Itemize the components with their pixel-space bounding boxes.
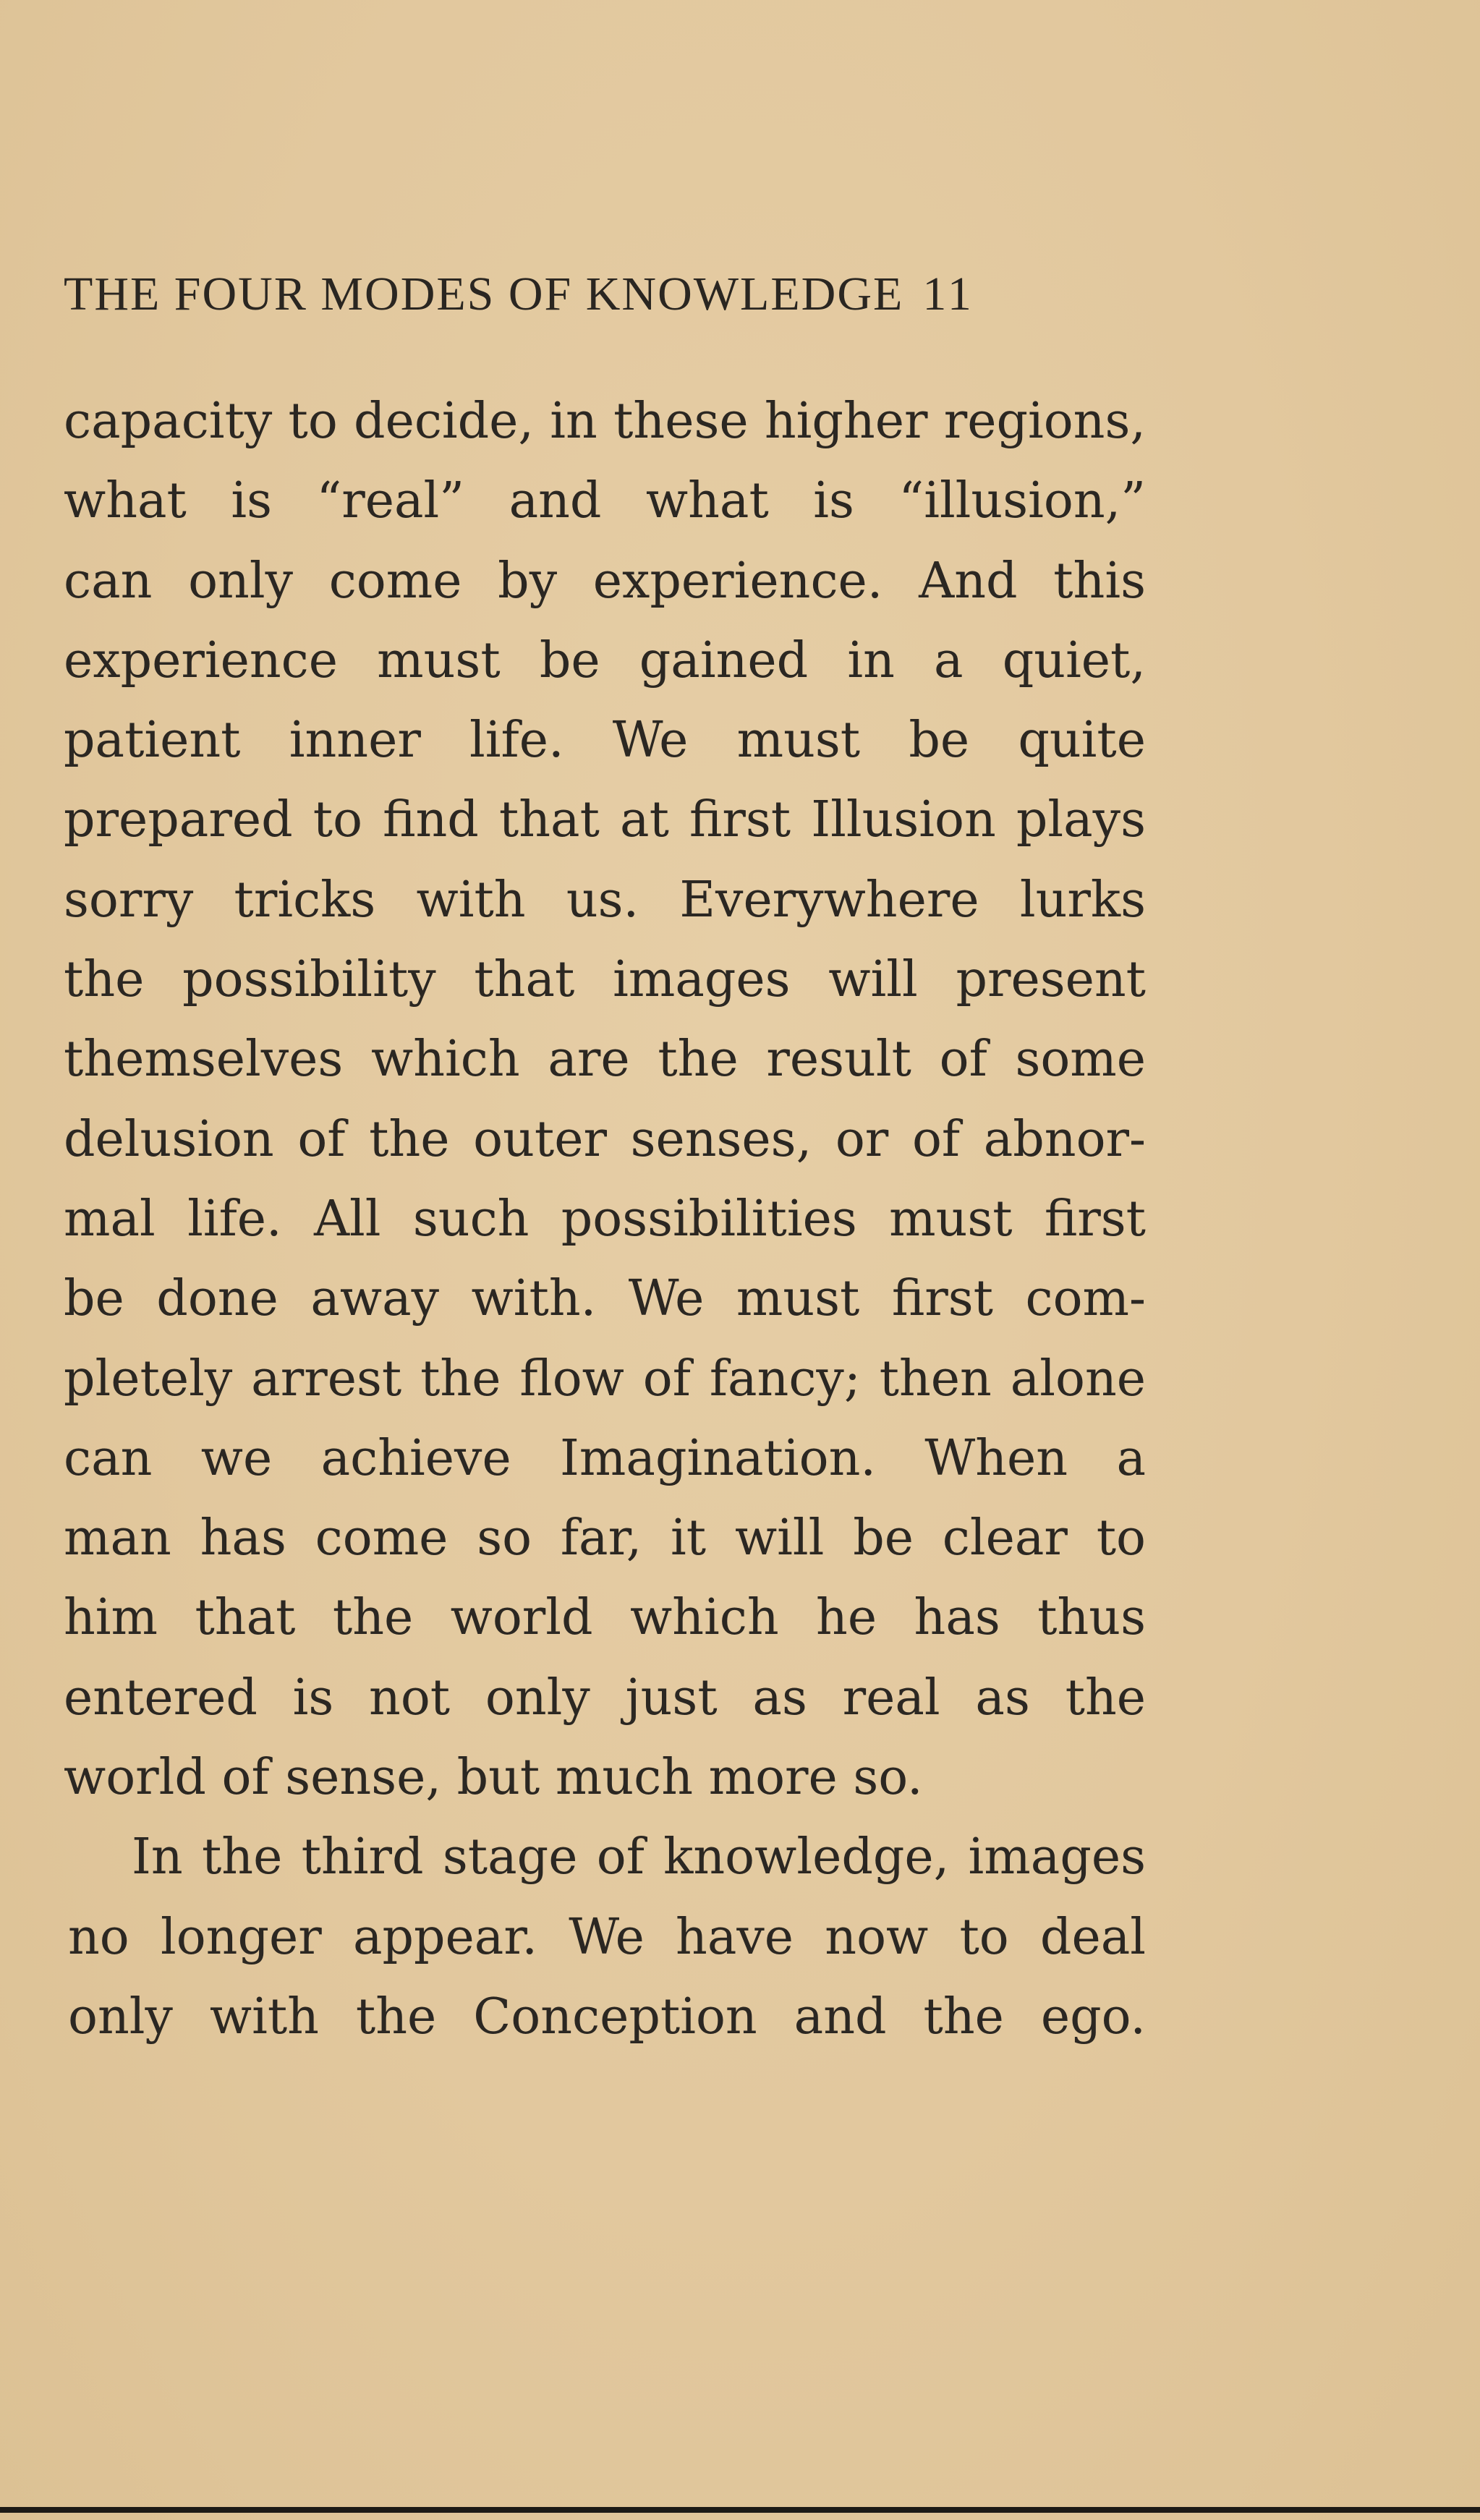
text-line: experience must be gained in a quiet, <box>64 631 1146 689</box>
text-line: the possibility that images will present <box>64 951 1146 1009</box>
paragraph-2 <box>68 1818 1146 2057</box>
text-line: no longer appear. We have now to deal <box>68 1908 1146 1966</box>
text-line: be done away with. We must first com- <box>64 1270 1146 1328</box>
text-line: man has come so far, it will be clear to <box>64 1510 1146 1567</box>
text-line: themselves which are the result of some <box>64 1031 1146 1089</box>
page-number: 11 <box>922 268 974 320</box>
chapter-title: THE FOUR MODES OF KNOWLEDGE <box>64 268 904 320</box>
body-text <box>64 382 1146 2057</box>
text-line: patient inner life. We must be quite <box>64 712 1146 770</box>
text-line: entered is not only just as real as the <box>64 1669 1146 1727</box>
text-line: pletely arrest the flow of fancy; then alone <box>64 1350 1146 1408</box>
text-line: world of sense, but much more so. <box>64 1749 923 1807</box>
text-line: only with the Conception and the ego. <box>68 1988 1146 2046</box>
text-line: capacity to decide, in these higher regions, <box>64 393 1146 450</box>
page-edge-rule <box>0 2507 1480 2513</box>
text-line: mal life. All such possibilities must first <box>64 1190 1146 1248</box>
text-line: delusion of the outer senses, or of abnor- <box>64 1110 1146 1168</box>
paragraph-1 <box>64 382 1146 1818</box>
text-line: can we achieve Imagination. When a <box>64 1429 1146 1487</box>
text-line: sorry tricks with us. Everywhere lurks <box>64 871 1146 929</box>
text-line: can only come by experience. And this <box>64 552 1146 610</box>
text-line: In the third stage of knowledge, images <box>132 1829 1146 1886</box>
text-line: what is “real” and what is “illusion,” <box>64 472 1146 530</box>
running-head <box>64 262 1149 327</box>
text-line: him that the world which he has thus <box>64 1589 1146 1647</box>
text-line: prepared to find that at first Illusion plays <box>64 791 1146 849</box>
